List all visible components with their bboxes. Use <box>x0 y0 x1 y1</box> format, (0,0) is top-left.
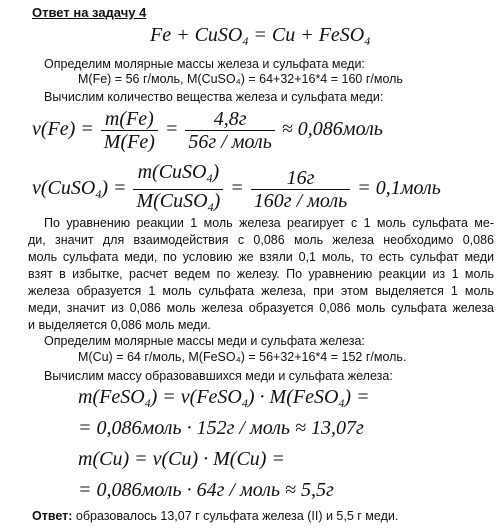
answer-label: Ответ: <box>32 509 73 523</box>
cuso4-fraction-numeric: $\frac{16г}{\text{160г / моль}}$ <box>251 167 350 212</box>
reaction-equation: Fe + CuSO$_4$ = Cu + FeSO$_4$ <box>150 24 371 48</box>
feso4-mass-formula: m(FeSO$_4$) = ν(FeSO$_4$) · M(FeSO$_4$) = <box>78 386 370 410</box>
answer-text: образовалось 13,07 г сульфата железа (II) и 5,5 г меди. <box>72 509 399 523</box>
mass-heading: Вычислим массу образовавшихся меди и сульфата железа: <box>44 369 393 383</box>
cu-mass-result: = 0,086моль · 64г / моль ≈ 5,5г <box>78 479 334 501</box>
paragraph-line: ди, значит для взаимодействия с 0,086 моль железа необходимо 0,086 <box>28 233 494 247</box>
paragraph-line: и выделяется 0,086 моль меди. <box>28 318 211 332</box>
molar-mass-values-2: M(Cu) = 64 г/моль, M(FeSO₄) = 56+32+16*4 = 152 г/моль. <box>78 350 407 364</box>
solution-title: Ответ на задачу 4 <box>32 5 147 20</box>
amount-heading: Вычислим количество вещества железа и сульфата меди: <box>44 90 384 104</box>
paragraph-line: По уравнению реакции 1 моль железа реагирует с 1 моль сульфата ме- <box>44 216 494 230</box>
fe-fraction-numeric: $\frac{4,8г}{\text{56г / моль}}$ <box>185 108 274 153</box>
paragraph-line: взят в избытке, расчет ведем по железу. По уравнению реакции из 1 моль <box>28 267 494 281</box>
fe-fraction-symbolic: $\frac{m(Fe)}{M(Fe)}$ <box>101 108 158 153</box>
fe-amount-formula: ν(Fe) = $\frac{m(Fe)}{M(Fe)}$ = $\frac{4,8г}{\text{56г / моль}}$ ≈ 0,086моль <box>32 108 383 153</box>
molar-mass-heading-1: Определим молярные массы железа и сульфата меди: <box>44 57 365 71</box>
cuso4-amount-formula: ν(CuSO$_4$) = $\frac{m(CuSO_4)}{M(CuSO_4)}$ = $\frac{16г}{\text{160г / моль}}$ = 0,1моль <box>32 161 441 218</box>
final-answer <box>32 509 398 524</box>
paragraph-line: меди, значит из 0,086 моль железа образуется 0,086 моль сульфата железа <box>28 301 494 315</box>
cu-mass-formula: m(Cu) = ν(Cu) · M(Cu) = <box>78 448 285 470</box>
molar-mass-values-1: M(Fe) = 56 г/моль, M(CuSO₄) = 64+32+16*4 = 160 г/моль <box>78 72 403 86</box>
cuso4-fraction-symbolic: $\frac{m(CuSO_4)}{M(CuSO_4)}$ <box>133 161 223 218</box>
molar-mass-heading-2: Определим молярные массы меди и сульфата железа: <box>44 334 365 348</box>
paragraph-line: железа образуется 1 моль сульфата железа, при этом выделяется 1 моль <box>28 284 494 298</box>
paragraph-line: моль сульфата меди, по условию же взяли 0,1 моль, то есть сульфат меди <box>28 250 494 264</box>
feso4-mass-result: = 0,086моль · 152г / моль ≈ 13,07г <box>78 417 364 439</box>
